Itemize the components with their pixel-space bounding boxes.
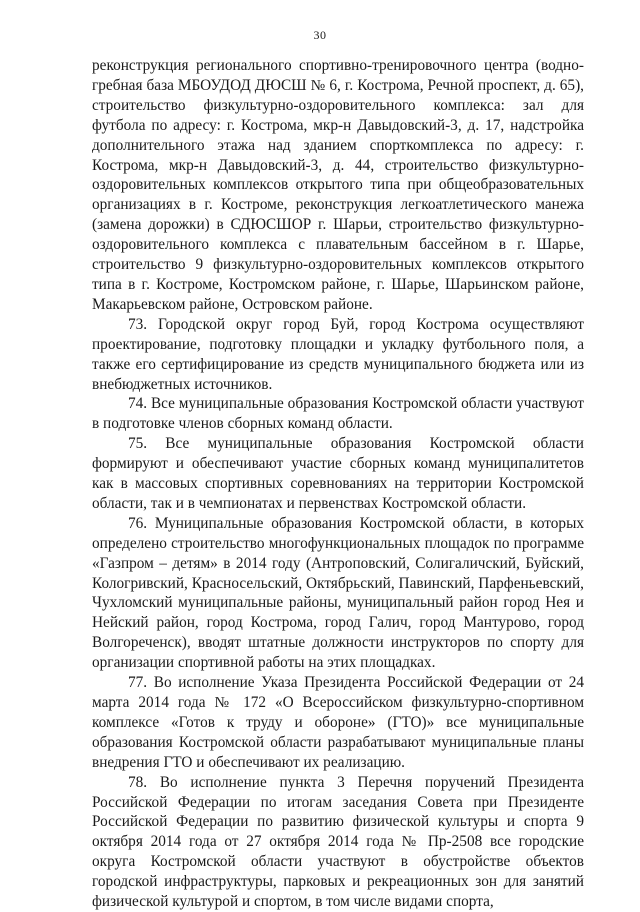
paragraph-76: 76. Муниципальные образования Костромской области, в которых определено строительство многофункциональных площадок по программе «Газпром – детям» в 2014 году (Антроповский, Солигаличский, Буйский, Кологривский, Красносельский, Октябрьский, Павинский, Парфеньевский, Чухломский муниципальные районы, муниципальный район город Нея и Нейский район, город Кострома, город Галич, город Мантурово, город Волгореченск), вводят штатные должности инструкторов по спорту для организации спортивной работы на этих площадках. bbox=[92, 514, 584, 672]
paragraph-73: 73. Городской округ город Буй, город Кострома осуществляют проектирование, подготовку площадки и укладку футбольного поля, а также его сертифицирование из средств муниципального бюджета или из внебюджетных источников. bbox=[92, 315, 584, 393]
paragraph-75: 75. Все муниципальные образования Костромской области формируют и обеспечивают участие сборных команд муниципалитетов как в массовых спортивных соревнованиях на территории Костромской области, так и в чемпионатах и первенствах Костромской области. bbox=[92, 435, 584, 512]
paragraph-78: 78. Во исполнение пункта 3 Перечня поручений Президента Российской Федерации по итогам заседания Совета при Президенте Российской Федерации по развитию физической культуры и спорта 9 октября 2014 года от 27 октября 2014 года № Пр-2508 все городские округа Костромской области участвуют в обустройстве объектов городской инфраструктуры, парковых и рекреационных зон для занятий физической культурой и спортом, в том числе видами спорта, bbox=[92, 773, 584, 911]
page-number: 30 bbox=[313, 28, 327, 42]
paragraph-continuation: реконструкция регионального спортивно-тренировочного центра (водно-гребная база МБОУДОД ДЮСШ № 6, г. Кострома, Речной проспект, д. 65), строительство физкультурно-оздоровительного комплекса: зал для футбола по адресу: г. Кострома, мкр-н Давыдовский-3, д. 17, надстройка дополнительного этажа над зданием спорткомплекса по адресу: г. Кострома, мкр-н Давыдовский-3, д. 44, строительство физкультурно-оздоровительных комплексов открытого типа при общеобразовательных организациях в г. Костроме, реконструкция легкоатлетического манежа (замена дорожки) в СДЮСШОР г. Шарьи, строительство физкультурно-оздоровительного комплекса с плавательным бассейном в г. Шарье, строительство 9 физкультурно-оздоровительных комплексов открытого типа в г. Костроме, Костромском районе, г. Шарье, Шарьинском районе, Макарьевском районе, Островском районе. bbox=[92, 57, 584, 313]
paragraph-77: 77. Во исполнение Указа Президента Российской Федерации от 24 марта 2014 года № 172 «О Всероссийском физкультурно-спортивном комплексе «Готов к труду и обороне» (ГТО)» все муниципальные образования Костромской области разрабатывают муниципальные планы внедрения ГТО и обеспечивают их реализацию. bbox=[92, 674, 584, 771]
paragraph-74: 74. Все муниципальные образования Костромской области участвуют в подготовке членов сборных команд области. bbox=[92, 395, 584, 433]
document-body bbox=[92, 56, 584, 912]
